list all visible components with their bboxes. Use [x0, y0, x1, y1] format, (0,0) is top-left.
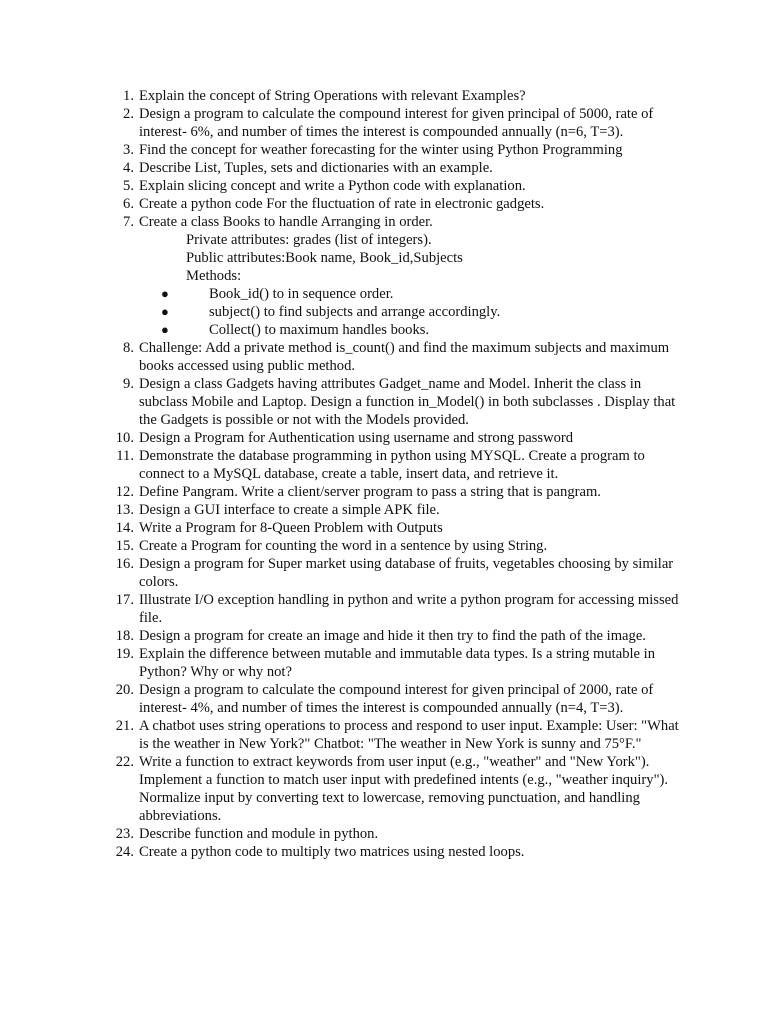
question-text: Create a class Books to handle Arranging in order.	[139, 214, 433, 230]
question-bullet	[139, 303, 680, 321]
question-text: Illustrate I/O exception handling in python and write a python program for accessing missed file.	[139, 592, 679, 626]
question-text: Write a Program for 8-Queen Problem with Outputs	[139, 520, 443, 536]
question-subline: Private attributes: grades (list of integers).	[186, 232, 432, 248]
question-text: Describe List, Tuples, sets and dictionaries with an example.	[139, 160, 493, 176]
question-number: 18.	[115, 628, 134, 644]
question-item	[0, 519, 768, 537]
question-number: 24.	[115, 844, 134, 860]
question-number: 1.	[123, 88, 134, 104]
question-item	[0, 141, 768, 159]
question-number: 20.	[115, 682, 134, 698]
question-number: 5.	[123, 178, 134, 194]
question-number: 17.	[115, 592, 134, 608]
question-text: Explain the concept of String Operations with relevant Examples?	[139, 88, 526, 104]
question-item	[0, 591, 768, 627]
question-item	[0, 177, 768, 195]
question-bullet	[139, 321, 680, 339]
question-number: 15.	[115, 538, 134, 554]
question-text: Describe function and module in python.	[139, 826, 379, 842]
bullet-icon: ●	[161, 286, 169, 301]
question-item	[0, 105, 768, 141]
question-item	[0, 645, 768, 681]
bullet-text: subject() to find subjects and arrange accordingly.	[209, 304, 501, 320]
document-page	[0, 87, 768, 861]
question-item	[0, 843, 768, 861]
question-text: A chatbot uses string operations to process and respond to user input. Example: User: "What is the weather in New York?" Chatbot: "The weather in New York is sunny and 75°F."	[139, 718, 679, 752]
question-item	[0, 555, 768, 591]
question-item	[0, 195, 768, 213]
question-number: 22.	[115, 754, 134, 770]
question-text: Define Pangram. Write a client/server program to pass a string that is pangram.	[139, 484, 601, 500]
question-text: Explain slicing concept and write a Python code with explanation.	[139, 178, 526, 194]
question-text: Design a program to calculate the compound interest for given principal of 5000, rate of interest- 6%, and number of times the interest is compounded annually (n=6, T=3).	[139, 106, 654, 140]
question-item	[0, 375, 768, 429]
question-item	[0, 717, 768, 753]
question-text: Create a python code to multiply two matrices using nested loops.	[139, 844, 525, 860]
question-text: Create a Program for counting the word in a sentence by using String.	[139, 538, 548, 554]
question-item	[0, 483, 768, 501]
question-text: Find the concept for weather forecasting for the winter using Python Programming	[139, 142, 623, 158]
question-number: 2.	[123, 106, 134, 122]
question-text: Write a function to extract keywords from user input (e.g., "weather" and "New York"). Implement a function to match user input with predefined intents (e.g., "weather inquiry"). Normalize input by converting text to lowercase, removing punctuation, and handling abbreviations.	[139, 754, 669, 824]
bullet-icon: ●	[161, 322, 169, 337]
question-number: 4.	[123, 160, 134, 176]
question-item	[0, 213, 768, 339]
question-text: Design a program for create an image and hide it then try to find the path of the image.	[139, 628, 646, 644]
question-number: 10.	[115, 430, 134, 446]
question-item	[0, 447, 768, 483]
question-text: Challenge: Add a private method is_count() and find the maximum subjects and maximum books accessed using public method.	[139, 340, 670, 374]
question-text: Design a program for Super market using database of fruits, vegetables choosing by similar colors.	[139, 556, 674, 590]
question-number: 9.	[123, 376, 134, 392]
question-item	[0, 825, 768, 843]
question-text: Design a Program for Authentication using username and strong password	[139, 430, 574, 446]
question-text: Demonstrate the database programming in python using MYSQL. Create a program to connect to a MySQL database, create a table, insert data, and retrieve it.	[139, 448, 645, 482]
question-item	[0, 339, 768, 375]
question-number: 23.	[115, 826, 134, 842]
question-item	[0, 753, 768, 825]
question-item	[0, 501, 768, 519]
question-item	[0, 627, 768, 645]
question-subline: Methods:	[186, 268, 242, 284]
question-list	[0, 87, 768, 861]
question-number: 7.	[123, 214, 134, 230]
question-item	[0, 429, 768, 447]
question-subline: Public attributes:Book name, Book_id,Subjects	[186, 250, 463, 266]
bullet-icon: ●	[161, 304, 169, 319]
question-number: 19.	[115, 646, 134, 662]
question-text: Design a GUI interface to create a simple APK file.	[139, 502, 440, 518]
question-number: 6.	[123, 196, 134, 212]
question-number: 12.	[115, 484, 134, 500]
question-item	[0, 537, 768, 555]
question-item	[0, 681, 768, 717]
question-number: 14.	[115, 520, 134, 536]
question-number: 13.	[115, 502, 134, 518]
question-item	[0, 159, 768, 177]
question-text: Explain the difference between mutable and immutable data types. Is a string mutable in Python? Why or why not?	[139, 646, 656, 680]
question-number: 3.	[123, 142, 134, 158]
bullet-text: Book_id() to in sequence order.	[209, 286, 394, 302]
question-bullet	[139, 285, 680, 303]
question-number: 11.	[116, 448, 134, 464]
question-number: 8.	[123, 340, 134, 356]
question-number: 21.	[115, 718, 134, 734]
question-text: Design a class Gadgets having attributes Gadget_name and Model. Inherit the class in subclass Mobile and Laptop. Design a function in_Model() in both subclasses . Display that the Gadgets is possible or not with the Models provided.	[139, 376, 676, 428]
bullet-text: Collect() to maximum handles books.	[209, 322, 430, 338]
question-number: 16.	[115, 556, 134, 572]
question-text: Create a python code For the fluctuation of rate in electronic gadgets.	[139, 196, 545, 212]
question-item	[0, 87, 768, 105]
question-text: Design a program to calculate the compound interest for given principal of 2000, rate of interest- 4%, and number of times the interest is compounded annually (n=4, T=3).	[139, 682, 654, 716]
